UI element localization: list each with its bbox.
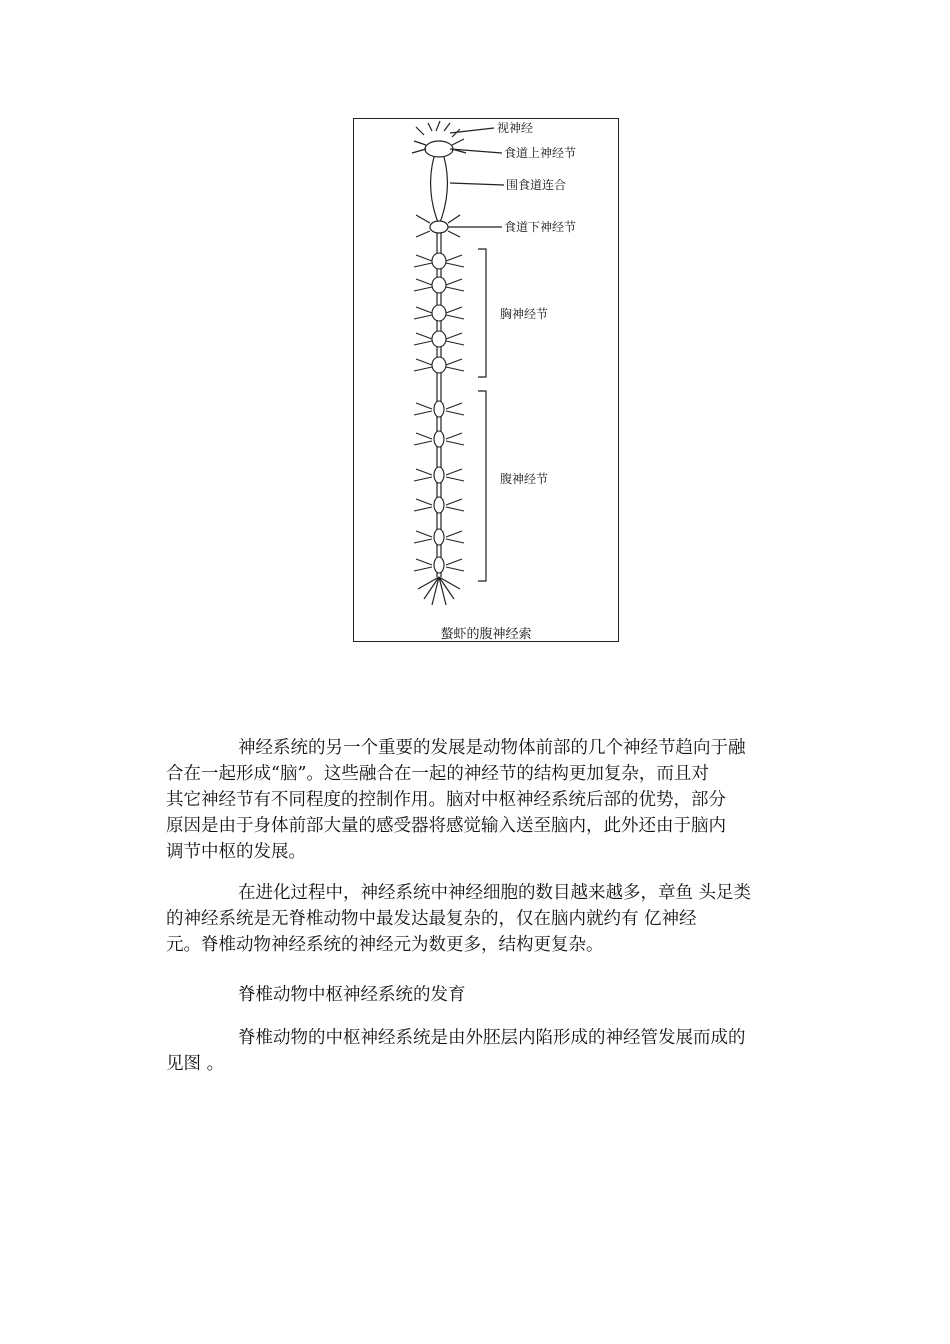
p1-line-1: 神经系统的另一个重要的发展是动物体前部的几个神经节趋向于融 <box>238 738 746 758</box>
p1-line-5: 调节中枢的发展。 <box>166 842 306 862</box>
ganglion-node <box>432 253 446 269</box>
nerve-cord-figure <box>353 118 619 642</box>
p1-line-3: 其它神经节有不同程度的控制作用。脑对中枢神经系统后部的优势，部分 <box>166 790 726 810</box>
ganglion-node <box>432 277 446 293</box>
ganglion-node <box>434 401 444 417</box>
section-heading <box>202 982 812 1008</box>
p1-line-2: 合在一起形成“脑”。这些融合在一起的神经节的结构更加复杂，而且对 <box>166 764 709 784</box>
label-thoracic-ganglia: 胸神经节 <box>500 307 549 321</box>
nerve-cord-illustration <box>354 119 618 641</box>
p1-line-4: 原因是由于身体前部大量的感受器将感觉输入送至脑内，此外还由于脑内 <box>166 816 726 836</box>
ganglion-node <box>434 467 444 483</box>
label-optic-nerve: 视神经 <box>497 121 534 135</box>
ganglion-node <box>434 431 444 447</box>
label-subesophageal-ganglion: 食道下神经节 <box>504 220 577 234</box>
heading-text: 脊椎动物中枢神经系统的发育 <box>238 985 466 1005</box>
ganglion-node <box>434 529 444 545</box>
ganglion-node <box>432 331 446 347</box>
figure-caption: 螯虾的腹神经索 <box>440 627 532 642</box>
p3-line-1: 脊椎动物的中枢神经系统是由外胚层内陷形成的神经管发展而成的 <box>238 1028 746 1048</box>
p2-line-2: 的神经系统是无脊椎动物中最发达最复杂的，仅在脑内就约有 亿神经 <box>166 909 697 929</box>
paragraph-2 <box>166 880 812 958</box>
p2-line-1: 在进化过程中，神经系统中神经细胞的数目越来越多，章鱼 头足类 <box>238 883 752 903</box>
ganglion-node <box>432 305 446 321</box>
label-supraesophageal-ganglion: 食道上神经节 <box>504 146 577 160</box>
ganglion-node <box>434 557 444 573</box>
label-circumesophageal-connective: 围食道连合 <box>506 178 567 192</box>
label-abdominal-ganglia: 腹神经节 <box>500 472 549 486</box>
p3-line-2: 见图 。 <box>166 1054 225 1074</box>
paragraph-3 <box>166 1025 812 1077</box>
paragraph-1 <box>166 735 812 865</box>
ganglion-node <box>434 497 444 513</box>
p2-line-3: 元。脊椎动物神经系统的神经元为数更多，结构更复杂。 <box>166 935 604 955</box>
ganglion-node <box>432 357 446 373</box>
